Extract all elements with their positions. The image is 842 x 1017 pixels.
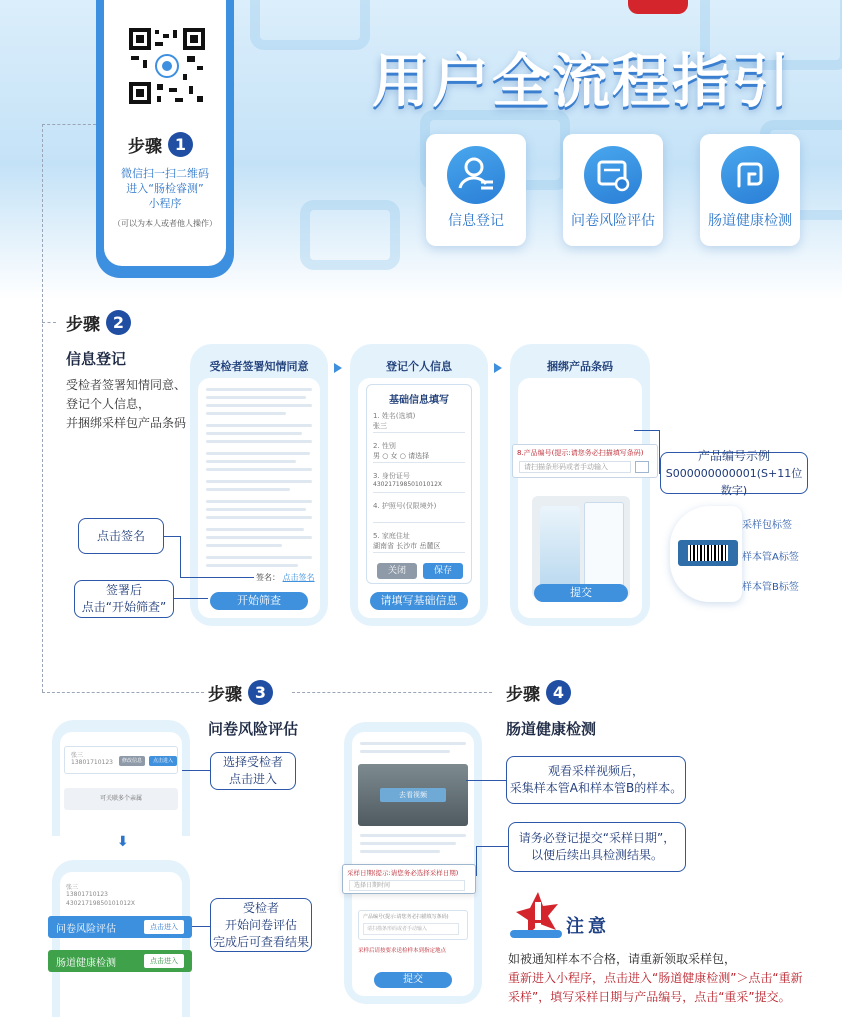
sign-row	[256, 572, 315, 583]
callout-date	[508, 822, 686, 872]
callout-start	[74, 580, 174, 618]
sample-booklet	[584, 502, 624, 588]
step3-title	[208, 680, 273, 705]
callout-line: 采集样本管A和样本管B的样本。	[509, 781, 683, 795]
sign-label: 签名：	[256, 573, 280, 582]
product-image	[532, 496, 630, 598]
connector-line	[174, 598, 208, 599]
callout-line: 签署后	[105, 583, 142, 597]
callout-line: 请务必登记提交“采样日期”，	[518, 831, 676, 845]
page-title: 用户全流程指引	[372, 47, 793, 115]
user-form-icon	[447, 146, 505, 204]
connector-line	[634, 430, 660, 474]
text-placeholder	[360, 742, 466, 745]
callout-video	[506, 756, 686, 804]
step-number: 4	[546, 680, 571, 705]
text-placeholder	[206, 440, 312, 443]
text-placeholder	[360, 834, 466, 837]
feature-label: 信息登记	[448, 213, 504, 229]
form-panel	[366, 384, 472, 584]
barcode-illustration	[670, 506, 742, 602]
step-label: 步骤	[208, 685, 242, 705]
row-label: 肠道健康检测	[56, 958, 116, 969]
callout-line: 完成后可查看结果	[212, 934, 309, 949]
field-label: 采样日期(提示:请您务必选择采样日期)	[347, 869, 459, 877]
person-name: 张三	[71, 752, 84, 759]
passport-input[interactable]	[373, 511, 465, 523]
qr-code-icon[interactable]	[127, 26, 207, 106]
row-label: 问卷风险评估	[56, 924, 116, 935]
connector-line	[180, 536, 254, 578]
feature-card-info	[426, 134, 526, 246]
text-placeholder	[206, 508, 306, 511]
field-label: 8.产品编号(提示:请您务必扫描填写条码)	[517, 449, 644, 457]
callout-sign: 点击签名	[78, 518, 164, 554]
sampling-phone	[344, 722, 482, 1004]
questionnaire-screen	[60, 872, 182, 1017]
desc-line: 并捆绑采样包产品条码	[66, 416, 187, 430]
label-tube-a: 样本管A标签	[742, 552, 799, 563]
enter-button[interactable]: 点击进入	[149, 756, 177, 766]
row-intestine[interactable]	[48, 950, 192, 972]
text-placeholder	[206, 500, 312, 503]
step-number: 3	[248, 680, 273, 705]
flow-line	[292, 692, 492, 693]
form-title: 基础信息填写	[389, 395, 449, 406]
questionnaire-phone	[52, 860, 190, 1017]
callout-select	[210, 752, 296, 790]
step-number: 2	[106, 310, 131, 335]
label-tube-b: 样本管B标签	[742, 582, 799, 593]
card-title: 捆绑产品条码	[547, 360, 613, 373]
sample-box	[540, 506, 580, 590]
intestine-icon	[721, 146, 779, 204]
step2-section-title: 信息登记	[66, 350, 127, 368]
row-questionnaire[interactable]	[48, 916, 192, 938]
sampling-video[interactable]	[358, 764, 468, 826]
warning-underline	[510, 930, 562, 938]
sign-link[interactable]: 点击签名	[282, 573, 315, 582]
example-label: 产品编号示例	[697, 448, 770, 463]
select-person-screen	[60, 732, 182, 836]
person-phone: 13801710123	[66, 891, 108, 898]
text-placeholder	[206, 452, 310, 455]
consent-screen	[198, 378, 320, 618]
address-input[interactable]: 湖南省 长沙市 岳麓区	[373, 541, 465, 553]
name-input[interactable]: 张三	[373, 421, 465, 433]
callout-line: 选择受检者	[222, 755, 283, 769]
edit-info-button[interactable]: 修改信息	[119, 756, 145, 766]
callout-line: 点击进入	[228, 772, 277, 786]
step1-screen	[104, 0, 226, 266]
select-person-phone	[52, 720, 190, 836]
notice-text	[508, 950, 803, 1007]
callout-line: 以便后续出具检测结果。	[530, 848, 663, 862]
notice-line: 采样”，填写采样日期与产品编号，点击“重采”提交。	[508, 990, 791, 1004]
field-label: 3. 身份证号	[373, 472, 410, 480]
text-placeholder	[360, 842, 456, 845]
connector-line	[476, 846, 508, 876]
flow-line	[42, 124, 96, 125]
card-title: 受检者签署知情同意	[209, 360, 309, 373]
step1-phone	[96, 0, 234, 278]
callout-evaluate	[210, 898, 312, 952]
sample-tube	[678, 540, 738, 566]
feature-label: 问卷风险评估	[571, 213, 655, 229]
step3-section-title: 问卷风险评估	[208, 720, 299, 738]
text-placeholder	[206, 488, 290, 491]
connector-line	[466, 780, 506, 781]
connector-line	[192, 926, 210, 927]
gender-radio[interactable]: 男 ○ 女 ○ 请选择	[373, 451, 465, 463]
id-number-input[interactable]: 43021719850101012X	[373, 481, 465, 493]
step2-title	[66, 310, 131, 335]
text-placeholder	[206, 396, 306, 399]
questionnaire-icon	[584, 146, 642, 204]
text-placeholder	[206, 480, 312, 483]
card-title: 登记个人信息	[386, 360, 452, 373]
field-label: 产品编号(提示:请您务必扫描填写条码)	[363, 914, 449, 920]
sampling-date-input[interactable]: 选择日期时间	[349, 880, 465, 891]
feature-card-questionnaire	[563, 134, 663, 246]
notice-line: 重新进入小程序，点击进入“肠道健康检测”＞点击“重新	[508, 971, 803, 985]
product-code-input[interactable]: 请扫描条形码或者手动输入	[519, 461, 631, 473]
flow-arrow	[494, 363, 502, 373]
text-placeholder	[206, 412, 286, 415]
add-relative-button[interactable]: 可关联多个亲属	[64, 788, 178, 810]
text-placeholder	[206, 424, 312, 427]
step-number: 1	[168, 132, 193, 157]
field-label: 4. 护照号(仅限境外)	[373, 502, 437, 510]
text-placeholder	[206, 460, 296, 463]
close-button[interactable]: 关闭	[377, 563, 417, 579]
step-label: 步骤	[506, 685, 540, 705]
text-placeholder	[206, 516, 312, 519]
notice-title: 注意	[566, 916, 610, 937]
flow-line	[42, 692, 204, 693]
watch-video-button[interactable]: 去看视频	[380, 788, 446, 802]
label-pack: 采样包标签	[742, 520, 792, 531]
step1-title	[128, 132, 193, 157]
field-label: 1. 姓名(选填)	[373, 412, 416, 420]
step-label: 步骤	[128, 137, 162, 157]
flow-arrow	[334, 363, 342, 373]
product-code-field	[358, 910, 468, 940]
step1-note: （可以为本人或者他人操作）	[113, 219, 217, 228]
step2-desc	[66, 376, 186, 433]
callout-line: 受检者	[242, 900, 279, 915]
step1-desc	[104, 166, 226, 211]
product-code-input[interactable]: 请扫描条形码或者手动输入	[363, 923, 459, 935]
consent-phone	[190, 344, 328, 626]
step-label: 步骤	[66, 315, 100, 335]
text-placeholder	[206, 528, 304, 531]
submit-button[interactable]: 提交	[534, 584, 628, 602]
enter-button[interactable]: 点击进入	[144, 920, 184, 934]
register-phone	[350, 344, 488, 626]
field-label: 5. 家庭住址	[373, 532, 410, 540]
desc-line: 受检者签署知情同意、	[66, 378, 187, 392]
start-screening-button[interactable]: 开始筛查	[210, 592, 308, 610]
feature-label: 肠道健康检测	[708, 213, 792, 229]
callout-line: 点击“开始筛查”	[81, 600, 167, 614]
text-placeholder	[206, 404, 312, 407]
barcode-icon	[688, 545, 728, 561]
enter-button[interactable]: 点击进入	[144, 954, 184, 968]
notice-line: 如被通知样本不合格，请重新领取采样包，	[508, 952, 737, 966]
down-arrow-icon: ⬇	[117, 834, 129, 850]
person-id: 43021719850101012X	[66, 900, 136, 907]
desc-line: 登记个人信息，	[66, 397, 151, 411]
person-phone: 13801710123	[71, 759, 113, 766]
callout-line: 开始问卷评估	[224, 917, 297, 932]
register-screen	[358, 378, 480, 618]
connector-line	[182, 770, 210, 771]
flow-line	[42, 322, 56, 323]
desc-line: 微信扫一扫二维码	[121, 167, 209, 180]
text-placeholder	[206, 468, 312, 471]
connector-line	[164, 536, 180, 537]
example-value: S000000000001(S+11位数字)	[665, 466, 803, 497]
callout-line: 观看采样视频后，	[547, 764, 644, 778]
bind-code-phone	[510, 344, 650, 626]
text-placeholder	[360, 750, 450, 753]
background-decoration	[250, 0, 370, 50]
text-placeholder	[206, 432, 302, 435]
fill-info-button[interactable]: 请填写基础信息	[370, 592, 468, 610]
background-decoration	[300, 200, 400, 270]
desc-line: 进入“肠检睿测”	[126, 182, 204, 195]
sampling-footer-note: 采样后请按要求送检样本到指定地点	[358, 948, 447, 954]
submit-button[interactable]: 提交	[374, 972, 452, 988]
step4-section-title: 肠道健康检测	[506, 720, 597, 738]
save-button[interactable]: 保存	[423, 563, 463, 579]
person-card	[64, 746, 178, 774]
step4-title	[506, 680, 571, 705]
desc-line: 小程序	[148, 197, 182, 210]
field-label: 2. 性别	[373, 442, 396, 450]
sampling-date-field	[342, 864, 476, 894]
brand-mark	[628, 0, 688, 14]
feature-card-intestine	[700, 134, 800, 246]
bind-code-screen	[518, 378, 642, 618]
text-placeholder	[206, 388, 312, 391]
text-placeholder	[360, 850, 440, 853]
product-code-example	[660, 448, 808, 497]
person-name: 张三	[66, 884, 79, 891]
flow-line	[42, 124, 43, 692]
